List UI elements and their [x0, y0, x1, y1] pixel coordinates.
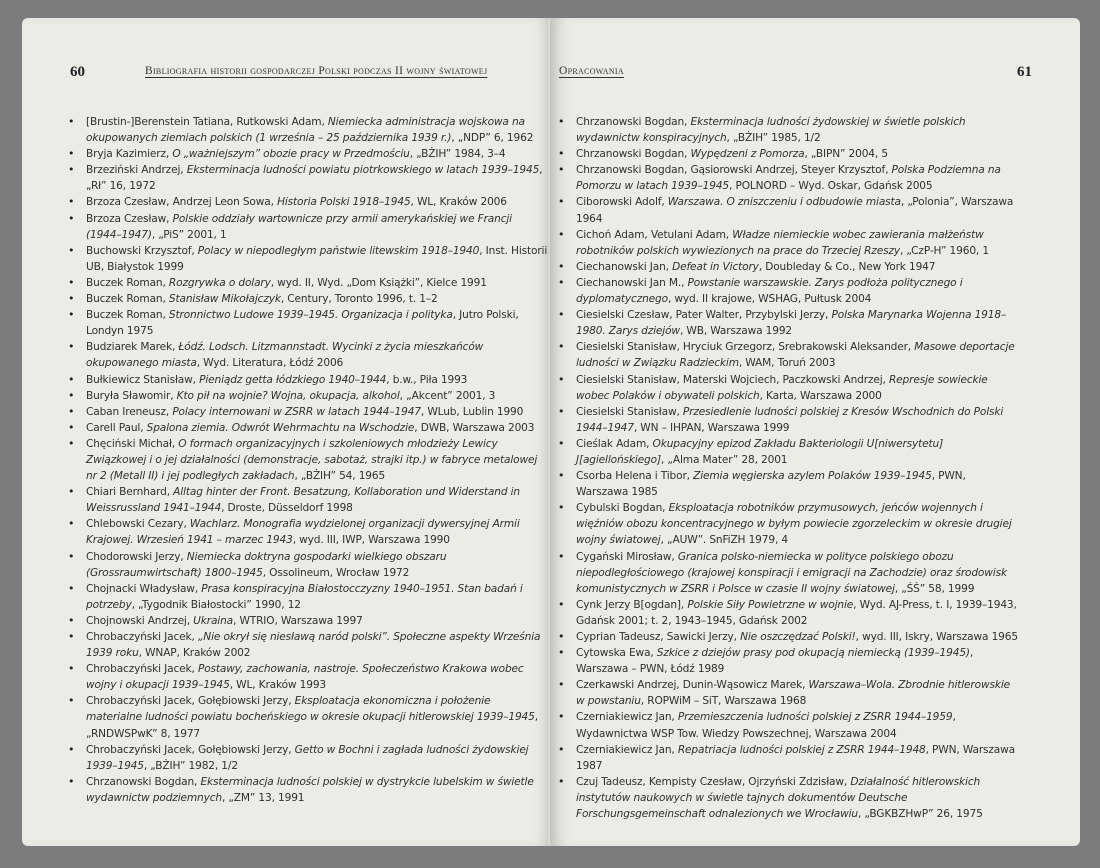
left-page: [22, 18, 554, 846]
entry-author: Bryja Kazimierz,: [86, 148, 173, 161]
entry-author: Czerkawski Andrzej, Dunin-Wąsowicz Marek,: [576, 679, 809, 692]
entry-details: , POLNORD – Wyd. Oskar, Gdańsk 2005: [729, 180, 933, 193]
bibliography-entry: [558, 645, 1020, 677]
bullet-icon: •: [68, 243, 75, 257]
entry-author: Chodorowski Jerzy,: [86, 550, 187, 563]
entry-title: Polskie Siły Powietrzne w wojnie: [687, 598, 854, 611]
bibliography-entry: [68, 243, 548, 275]
entry-details: , Droste, Düsseldorf 1998: [221, 502, 353, 515]
entry-details: , Jutro Polski, Londyn 1975: [86, 309, 519, 338]
entry-author: Cybulski Bogdan,: [576, 502, 669, 515]
entry-details: , WB, Warszawa 1992: [679, 325, 793, 338]
bullet-icon: •: [558, 774, 565, 788]
entry-details: , Inst. Historii UB, Białystok 1999: [86, 244, 548, 273]
bibliography-entry: [68, 516, 548, 548]
bibliography-entry: [558, 774, 1020, 822]
entry-details: , wyd. III, IWP, Warszawa 1990: [292, 534, 450, 547]
bibliography-entry: [68, 291, 548, 307]
entry-author: Chiari Bernhard,: [86, 486, 174, 499]
entry-details: , „CzP-H” 1960, 1: [899, 244, 989, 257]
entry-author: Caban Ireneusz,: [86, 405, 173, 418]
entry-title: Szkice z dziejów prasy pod okupacją niemiecką (1939–1945): [656, 647, 970, 660]
entry-author: Buczek Roman,: [86, 276, 169, 289]
entry-author: Ciesielski Stanisław, Materski Wojciech, Paczkowski Andrzej,: [576, 373, 889, 386]
bullet-icon: •: [558, 259, 565, 273]
entry-title: Niemiecka administracja wojskowa na okupowanych ziemiach polskich (1 września – 25 października 1939 r.): [86, 116, 525, 145]
bibliography-entry: [68, 693, 548, 741]
bibliography-entry: [68, 613, 548, 629]
entry-details: , Wydawnictwa WSP Tow. Wiedzy Powszechnej, Warszawa 2004: [576, 711, 956, 740]
entry-details: , „BGKBZHwP” 26, 1975: [857, 808, 983, 821]
entry-author: Brzoza Czesław, Andrzej Leon Sowa,: [86, 196, 278, 209]
entry-title: Eksterminacja ludności żydowskiej w świetle polskich wydawnictw konspiracyjnych: [576, 116, 966, 145]
bibliography-entry: [68, 774, 548, 806]
bibliography-entry: [558, 709, 1020, 741]
entry-author: Budziarek Marek,: [86, 341, 179, 354]
bibliography-entry: [558, 162, 1020, 194]
bibliography-entry: [68, 339, 548, 371]
bibliography-entry: [68, 114, 548, 146]
entry-details: , „BŻIH” 54, 1965: [294, 470, 386, 483]
entry-title: Polskie oddziały wartownicze przy armii amerykańskiej we Francji (1944–1947): [86, 212, 512, 241]
bullet-icon: •: [558, 630, 565, 643]
bibliography-entry: [558, 194, 1020, 226]
bullet-icon: •: [558, 469, 565, 483]
bullet-icon: •: [68, 404, 75, 418]
entry-title: Eksterminacja ludności polskiej w dystrykcie lubelskim w świetle wydawnictw podziemnych: [86, 775, 534, 804]
bullet-icon: •: [558, 742, 565, 756]
bullet-icon: •: [68, 147, 75, 161]
entry-title: Polacy w niepodległym państwie litewskim 1918–1940: [197, 244, 480, 257]
entry-details: , b.w., Piła 1993: [386, 373, 468, 386]
entry-author: Ciesielski Stanisław, Hryciuk Grzegorz, Srebrakowski Aleksander,: [576, 341, 915, 354]
entry-title: Polacy internowani w ZSRR w latach 1944–1947: [172, 405, 421, 418]
entry-title: Wypędzeni z Pomorza: [690, 148, 805, 161]
entry-author: Csorba Helena i Tibor,: [576, 470, 694, 483]
bibliography-entry: [558, 259, 1020, 275]
entry-details: , Ossolineum, Wrocław 1972: [262, 566, 410, 579]
entry-title: Wachlarz. Monografia wydzielonej organizacji dywersyjnej Armii Krajowej. Wrzesień 1941 – marzec 1943: [86, 518, 520, 547]
entry-title: Przesiedlenie ludności polskiej z Kresów Wschodnich do Polski 1944–1947: [576, 405, 1004, 434]
entry-title: O formach organizacyjnych i szkoleniowych młodzieży Lewicy Związkowej i o jej działalności (demonstracje, sabotaż, strajki itp.) w fabryce metalowej nr 2 (Metall II) i jej podległych zakładach: [86, 437, 538, 483]
bibliography-entry: [68, 629, 548, 661]
bullet-icon: •: [68, 211, 75, 225]
bibliography-entry: [558, 500, 1020, 548]
entry-author: Chrzanowski Bogdan,: [86, 775, 201, 788]
entry-title: Masowe deportacje ludności w Związku Radzieckim: [576, 341, 1015, 370]
entry-author: Buchowski Krzysztof,: [86, 244, 198, 257]
entry-details: , Doubleday & Co., New York 1947: [758, 260, 936, 273]
entry-author: Czuj Tadeusz, Kempisty Czesław, Ojrzyński Zdzisław,: [576, 775, 851, 788]
bibliography-entry: [558, 549, 1020, 597]
bullet-icon: •: [558, 710, 565, 724]
entry-author: Cichoń Adam, Vetulani Adam,: [576, 228, 733, 241]
entry-title: Przemieszczenia ludności polskiej z ZSRR 1944–1959: [677, 711, 953, 724]
bullet-icon: •: [68, 774, 75, 788]
entry-author: Chrzanowski Bogdan,: [576, 148, 691, 161]
entry-title: Represje sowieckie wobec Polaków i obywateli polskich: [576, 373, 988, 402]
bullet-icon: •: [68, 275, 75, 289]
entry-author: [Brustin-]Berenstein Tatiana, Rutkowski Adam,: [86, 116, 328, 128]
bibliography-entry: [68, 742, 548, 774]
entry-title: Defeat in Victory: [672, 260, 759, 273]
running-head: Bibliografia historii gospodarczej Polski podczas II wojny światowej: [145, 65, 488, 77]
entry-details: , ROPWiM – SiT, Warszawa 1968: [640, 695, 807, 708]
entry-details: , PWN, Warszawa 1985: [576, 470, 966, 499]
bibliography-entry: [68, 388, 548, 404]
entry-author: Ciechanowski Jan,: [576, 260, 673, 273]
bullet-icon: •: [68, 340, 75, 354]
entry-details: , „RNDWSPwK” 8, 1977: [86, 711, 538, 740]
entry-details: , „Polonia”, Warszawa 1964: [576, 196, 1014, 225]
entry-details: , DWB, Warszawa 2003: [414, 421, 535, 434]
page-number: 61: [1017, 64, 1032, 80]
entry-details: , „BŻIH” 1985, 1/2: [726, 132, 821, 145]
bullet-icon: •: [68, 115, 75, 128]
bibliography-entry: [558, 597, 1020, 629]
entry-details: , Century, Toronto 1996, t. 1–2: [280, 293, 438, 306]
right-page: [550, 18, 1080, 846]
entry-title: Okupacyjny epizod Zakładu Bakteriologii U[niwersytetu] J[agiellońskiego]: [576, 437, 944, 466]
entry-author: Chrobaczyński Jacek,: [86, 631, 198, 643]
bullet-icon: •: [68, 308, 75, 322]
bullet-icon: •: [558, 678, 565, 692]
entry-details: , WL, Kraków 1993: [229, 679, 327, 692]
bullet-icon: •: [68, 485, 75, 499]
entry-title: Warszawa. O zniszczeniu i odbudowie miasta: [667, 196, 901, 209]
entry-author: Brzeziński Andrzej,: [86, 164, 187, 177]
bullet-icon: •: [558, 404, 565, 418]
bullet-icon: •: [68, 549, 75, 563]
bibliography-entry: [558, 742, 1020, 774]
entry-author: Brzoza Czesław,: [86, 212, 173, 225]
bibliography-entry: [558, 307, 1020, 339]
bullet-icon: •: [558, 646, 565, 660]
entry-author: Ciesielski Stanisław,: [576, 405, 683, 418]
bullet-icon: •: [558, 115, 565, 128]
bibliography-entry: [68, 162, 548, 194]
entry-details: , Karta, Warszawa 2000: [759, 389, 882, 402]
entry-title: Historia Polski 1918–1945: [277, 196, 411, 209]
bibliography-entry: [68, 275, 548, 291]
entry-details: , WL, Kraków 2006: [410, 196, 507, 209]
entry-details: , Warszawa – PWN, Łódź 1989: [576, 647, 974, 676]
bibliography-entry: [68, 146, 548, 162]
entry-title: Postawy, zachowania, nastroje. Społeczeństwo Krakowa wobec wojny i okupacji 1939–1945: [86, 663, 524, 692]
entry-details: , „BIPN” 2004, 5: [804, 148, 888, 161]
entry-author: Cygański Mirosław,: [576, 550, 678, 563]
page-number: 60: [70, 64, 85, 80]
entry-title: Prasa konspiracyjna Białostocczyzny 1940–1951. Stan badań i potrzeby: [86, 582, 523, 611]
entry-details: , „NDP” 6, 1962: [451, 132, 534, 145]
entry-details: , „ZM” 13, 1991: [221, 791, 305, 804]
entry-author: Carell Paul,: [86, 421, 147, 434]
bullet-icon: •: [558, 372, 565, 386]
bullet-icon: •: [68, 694, 75, 708]
entry-author: Buczek Roman,: [86, 293, 169, 306]
bibliography-entry: [68, 420, 548, 436]
entry-title: Łódź. Lodsch. Litzmannstadt. Wycinki z życia mieszkańców okupowanego miasta: [86, 341, 484, 370]
entry-title: Rozgrywka o dolary: [168, 276, 271, 289]
entry-details: , wyd. II krajowe, WSHAG, Pułtusk 2004: [667, 293, 872, 306]
entry-details: , wyd. II, Wyd. „Dom Książki”, Kielce 1991: [270, 276, 487, 289]
entry-title: Pieniądz getta łódzkiego 1940–1944: [199, 373, 387, 386]
entry-details: , „Tygodnik Białostocki” 1990, 12: [131, 598, 301, 611]
entry-author: Chrobaczyński Jacek,: [86, 663, 198, 676]
bibliography-entry: [558, 677, 1020, 709]
bibliography-entry: [558, 339, 1020, 371]
entry-details: , WN – IHPAN, Warszawa 1999: [633, 421, 790, 434]
bullet-icon: •: [558, 436, 565, 450]
entry-author: Cieślak Adam,: [576, 437, 653, 450]
entry-title: Ukraina: [193, 614, 234, 627]
entry-details: , „AUW”. SnFiZH 1979, 4: [660, 534, 788, 547]
entry-title: Stronnictwo Ludowe 1939–1945. Organizacja i polityka: [168, 309, 453, 322]
entry-details: , WLub, Lublin 1990: [420, 405, 524, 418]
entry-details: , Wyd. Literatura, Łódź 2006: [196, 357, 344, 370]
bullet-icon: •: [68, 436, 75, 450]
entry-title: O „ważniejszym” obozie pracy w Przedmościu: [172, 148, 410, 161]
entry-title: Spalona ziemia. Odwrót Wehrmachtu na Wschodzie: [146, 421, 415, 434]
bullet-icon: •: [68, 292, 75, 306]
entry-author: Chlebowski Cezary,: [86, 518, 190, 531]
bullet-icon: •: [558, 147, 565, 161]
entry-details: , „PiS” 2001, 1: [151, 228, 227, 241]
bibliography-entry: [68, 436, 548, 484]
entry-title: Władze niemieckie wobec zawierania małżeństw robotników polskich wywiezionych na prace do Trzeciej Rzeszy: [576, 228, 984, 257]
bullet-icon: •: [68, 372, 75, 386]
bullet-icon: •: [68, 420, 75, 434]
bibliography-entry: [558, 146, 1020, 162]
entry-title: Niemiecka doktryna gospodarki wielkiego obszaru (Grossraumwirtschaft) 1800–1945: [86, 550, 447, 579]
entry-author: Bułkiewicz Stanisław,: [86, 373, 200, 386]
entry-title: Eksploatacja robotników przymusowych, jeńców wojennych i więźniów obozu koncentracyjnego w byłym powiecie zgorzeleckim w okresie drugiej wojny światowej: [576, 502, 1012, 547]
entry-author: Czerniakiewicz Jan,: [576, 711, 678, 724]
entry-title: Eksploatacja ekonomiczna i położenie materialne ludności powiatu bocheńskiego w okresie okupacji hitlerowskiej 1939–1945: [86, 695, 535, 724]
bullet-icon: •: [68, 662, 75, 676]
entry-details: , „ŚŚ” 58, 1999: [894, 582, 975, 595]
entry-title: Granica polsko-niemiecka w polityce polskiego obozu niepodległościowego (krajowej konspiracji i emigracji na Zachodzie) oraz środowisk komunistycznych w ZSRR i Polsce w czasie II wojny światowej: [576, 550, 1007, 595]
bibliography-entry: [558, 275, 1020, 307]
entry-details: , „BŻIH” 1982, 1/2: [143, 759, 238, 772]
bibliography-entry: [68, 484, 548, 516]
bullet-icon: •: [558, 227, 565, 241]
bullet-icon: •: [68, 630, 75, 643]
bibliography-entry: [68, 307, 548, 339]
entry-author: Chrzanowski Bogdan, Gąsiorowski Andrzej, Steyer Krzysztof,: [576, 164, 892, 177]
entry-author: Chrobaczyński Jacek, Gołębiowski Jerzy,: [86, 743, 295, 756]
entry-details: , Wyd. AJ-Press, t. I, 1939–1943, Gdańsk 2001; t. 2, 1943–1945, Gdańsk 2002: [576, 598, 1017, 627]
bullet-icon: •: [558, 308, 565, 322]
entry-author: Ciesielski Czesław, Pater Walter, Przybylski Jerzy,: [576, 309, 832, 322]
bibliography-entry: [558, 372, 1020, 404]
entry-details: , „Rł” 16, 1972: [86, 164, 543, 193]
entry-title: Kto pił na wojnie? Wojna, okupacja, alkohol: [176, 389, 400, 402]
entry-title: Polska Marynarka Wojenna 1918–1980. Zarys dziejów: [576, 309, 1007, 338]
entry-title: Polska Podziemna na Pomorzu w latach 1939–1945: [576, 164, 1001, 193]
bullet-icon: •: [558, 275, 565, 289]
bullet-icon: •: [68, 195, 75, 209]
bullet-icon: •: [68, 388, 75, 402]
bullet-icon: •: [558, 549, 565, 563]
bullet-icon: •: [558, 195, 565, 209]
entry-author: Chrobaczyński Jacek, Gołębiowski Jerzy,: [86, 695, 295, 708]
bullet-icon: •: [558, 163, 565, 177]
entry-author: Chrzanowski Bogdan,: [576, 116, 691, 128]
bibliography-entry: [68, 211, 548, 243]
entry-author: Czerniakiewicz Jan,: [576, 743, 678, 756]
bibliography-entry: [558, 114, 1020, 146]
bibliography-entry: [558, 629, 1020, 645]
bullet-icon: •: [68, 742, 75, 756]
entry-details: , „Akcent” 2001, 3: [399, 389, 496, 402]
bibliography-entry: [558, 404, 1020, 436]
entry-author: Ciborowski Adolf,: [576, 196, 668, 209]
entry-author: Chęciński Michał,: [86, 437, 179, 450]
entry-details: , „Alma Mater” 28, 2001: [660, 453, 788, 466]
entry-title: „Nie okrył się niesławą naród polski”. Społeczne aspekty Września 1939 roku: [86, 631, 541, 660]
bibliography-entry: [68, 404, 548, 420]
entry-title: Stanisław Mikołajczyk: [168, 293, 281, 306]
running-head: Opracowania: [559, 65, 624, 77]
bullet-icon: •: [558, 597, 565, 611]
bibliography-entry: [558, 468, 1020, 500]
entry-author: Cynk Jerzy B[ogdan],: [576, 598, 688, 611]
entry-title: Działalność hitlerowskich instytutów naukowych w świetle tajnych dokumentów Deutsche Forschungsgemeinschaft odnalezionych we Wrocławiu: [576, 775, 981, 821]
bibliography-entry: [68, 194, 548, 210]
entry-author: Cyprian Tadeusz, Sawicki Jerzy,: [576, 631, 741, 643]
entry-author: Buczek Roman,: [86, 309, 169, 322]
bibliography-entry: [558, 436, 1020, 468]
entry-title: Ziemia węgierska azylem Polaków 1939–1945: [693, 470, 932, 483]
bibliography-entry: [68, 372, 548, 388]
bullet-icon: •: [68, 613, 75, 627]
bibliography-entry: [558, 227, 1020, 259]
entry-author: Chojnowski Andrzej,: [86, 614, 194, 627]
bullet-icon: •: [558, 501, 565, 515]
bullet-icon: •: [68, 517, 75, 531]
bibliography-entry: [68, 581, 548, 613]
entry-title: Alltag hinter der Front. Besatzung, Kollaboration und Widerstand in Weissrussland 1941–1944: [86, 486, 520, 515]
bibliography-entry: [68, 549, 548, 581]
entry-author: Buryła Sławomir,: [86, 389, 177, 402]
entry-author: Cytowska Ewa,: [576, 647, 657, 660]
entry-title: Powstanie warszawskie. Zarys podłoża politycznego i dyplomatycznego: [576, 276, 963, 306]
entry-title: Getto w Bochni i zagłada ludności żydowskiej 1939–1945: [86, 743, 529, 772]
entry-title: Eksterminacja ludności powiatu piotrkowskiego w latach 1939–1945: [186, 164, 540, 177]
entry-title: Repatriacja ludności polskiej z ZSRR 1944–1948: [677, 743, 926, 756]
bullet-icon: •: [558, 340, 565, 354]
entry-title: Nie oszczędzać Polski!: [740, 631, 856, 643]
entry-details: , PWN, Warszawa 1987: [576, 743, 1016, 772]
bibliography-list: [68, 114, 548, 806]
entry-author: Ciechanowski Jan M.,: [576, 276, 688, 289]
entry-details: , WNAP, Kraków 2002: [138, 647, 251, 660]
entry-details: , „BŻIH” 1984, 3–4: [409, 148, 506, 161]
entry-details: , WTRIO, Warszawa 1997: [233, 614, 363, 627]
entry-author: Chojnacki Władysław,: [86, 582, 202, 595]
bullet-icon: •: [68, 581, 75, 595]
entry-details: , WAM, Toruń 2003: [738, 357, 836, 370]
bibliography-list: [558, 114, 1020, 822]
bibliography-entry: [68, 661, 548, 693]
bullet-icon: •: [68, 163, 75, 177]
entry-details: , wyd. III, Iskry, Warszawa 1965: [855, 631, 1018, 643]
entry-title: Warszawa–Wola. Zbrodnie hitlerowskie w powstaniu: [576, 679, 1010, 708]
